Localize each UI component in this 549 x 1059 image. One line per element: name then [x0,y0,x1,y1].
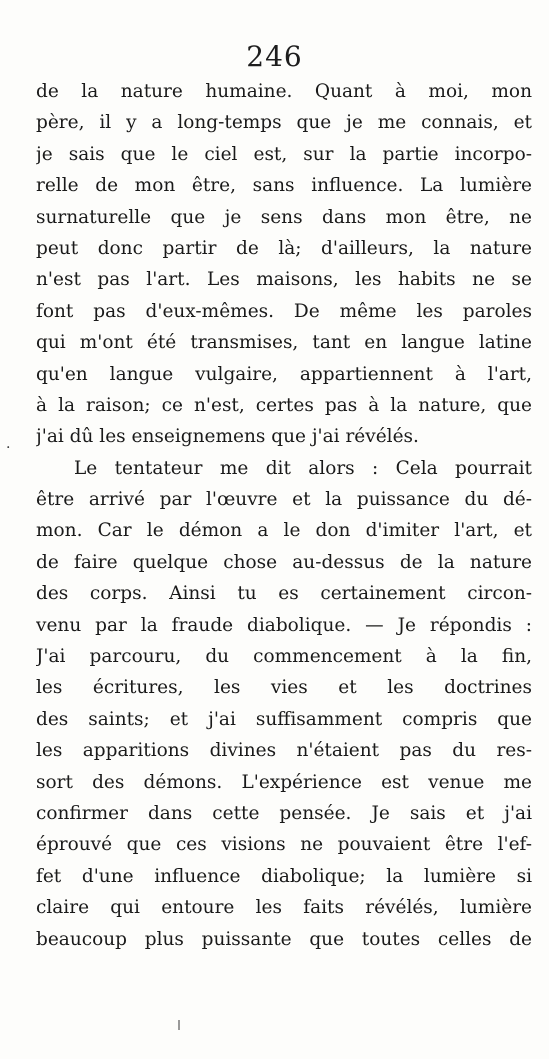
text-line: mon. Car le démon a le don d'imiter l'art, et [36,520,532,542]
paragraph-1 [36,76,532,453]
text-line: des corps. Ainsi tu es certainement circon- [36,583,532,605]
text-line: des saints; et j'ai suffisamment compris que [36,708,532,730]
text-line: les apparitions divines n'étaient pas du res- [36,740,532,762]
text-line: j'ai dû les enseignemens que j'ai révélés. [36,426,419,448]
text-line: font pas d'eux-mêmes. De même les paroles [36,300,532,322]
text-line: Le tentateur me dit alors : Cela pourrait [74,457,532,479]
text-line: les écritures, les vies et les doctrines [36,677,532,699]
text-line: éprouvé que ces visions ne pouvaient être l'ef- [36,834,532,856]
text-line: beaucoup plus puissante que toutes celles de [36,928,532,950]
text-line: fet d'une influence diabolique; la lumière si [36,865,532,887]
text-line: J'ai parcouru, du commencement à la fin, [36,646,532,668]
text-line: père, il y a long-temps que je me connais, et [36,112,532,134]
text-line: n'est pas l'art. Les maisons, les habits ne se [36,269,532,291]
text-line: claire qui entoure les faits révélés, lumière [36,897,532,919]
text-line: sort des démons. L'expérience est venue me [36,771,532,793]
text-line: je sais que le ciel est, sur la partie incorpo- [36,143,532,165]
text-line: à la raison; ce n'est, certes pas à la nature, que [36,394,532,416]
text-line: relle de mon être, sans influence. La lumière [36,175,532,197]
text-line: qui m'ont été transmises, tant en langue latine [36,332,532,354]
margin-dot-mark: . [6,436,11,452]
text-line: qu'en langue vulgaire, appartiennent à l'art, [36,363,532,385]
bottom-ink-mark [178,1020,180,1030]
paragraph-2 [36,453,532,955]
text-line: de la nature humaine. Quant à moi, mon [36,81,532,102]
body-text [36,76,532,955]
text-line: surnaturelle que je sens dans mon être, ne [36,206,532,228]
text-line: confirmer dans cette pensée. Je sais et j'ai [36,802,532,824]
text-line: venu par la fraude diabolique. — Je répondis : [36,614,532,636]
page-number: 246 [246,40,303,73]
text-line: être arrivé par l'œuvre et la puissance du dé- [36,489,532,511]
text-line: de faire quelque chose au-dessus de la nature [36,551,532,573]
text-line: peut donc partir de là; d'ailleurs, la nature [36,237,532,259]
